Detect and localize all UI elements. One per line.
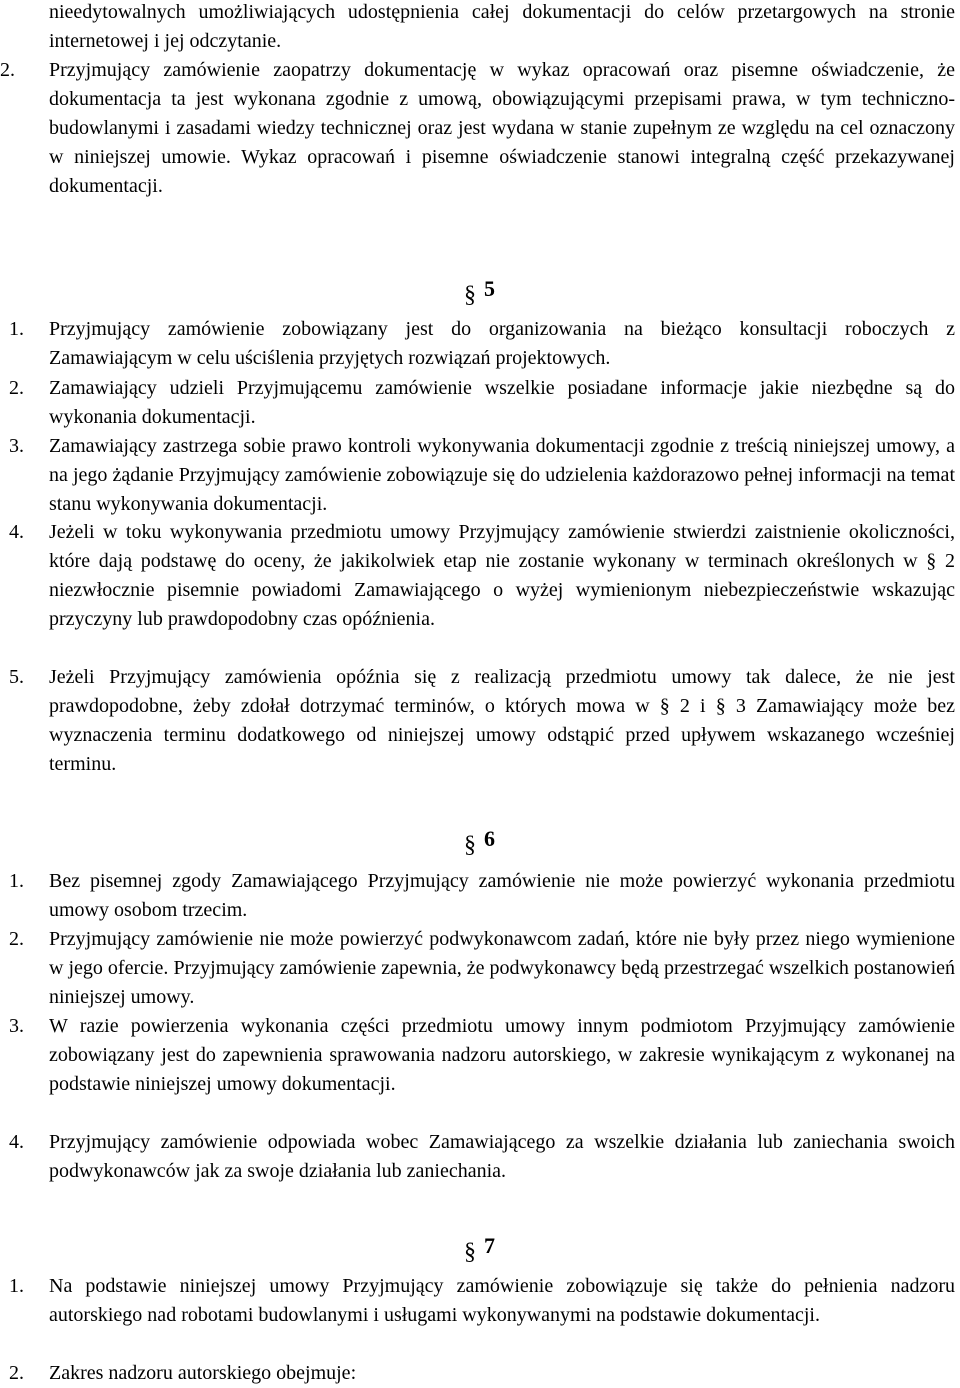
item-number: 2. <box>0 59 15 81</box>
paragraph-text: nieedytowalnych umożliwiających udostępnienia całej dokumentacji do celów przetargowych na stronie internetowej i jej odczytanie. <box>49 1 955 52</box>
paragraph-text: W razie powierzenia wykonania części przedmiotu umowy innym podmiotom Przyjmujący zamówienie zobowiązany jest do zapewnienia sprawowania nadzoru autorskiego, w zakresie wynikającym z wykonanej na podstawie niniejszej umowy dokumentacji. <box>49 1015 955 1095</box>
intro-continuation <box>0 0 960 56</box>
item-number: 4. <box>9 521 24 543</box>
item-number: 1. <box>9 318 24 340</box>
section-symbol: § <box>464 832 476 858</box>
paragraph-text: Jeżeli w toku wykonywania przedmiotu umowy Przyjmujący zamówienie stwierdzi zaistnienie okoliczności, które dają podstawę do oceny, że jakikolwiek etap nie zostanie wykonany w terminach określonych w § 2 niezwłocznie pisemnie powiadomi Zamawiającego o wyżej wymienionym niebezpieczeństwie wskazując przyczyny lub prawdopodobny czas opóźnienia. <box>49 521 955 630</box>
section-heading-5 <box>464 276 524 312</box>
section-heading-6 <box>464 826 524 862</box>
list-item <box>0 1128 960 1186</box>
paragraph-text: Przyjmujący zamówienie zaopatrzy dokumentację w wykaz opracowań oraz pisemne oświadczenie, że dokumentacja ta jest wykonana zgodnie z umową, obowiązującymi przepisami prawa, w tym techniczno-budowlanymi i zasadami wiedzy technicznej oraz jest wydana w stanie zupełnym ze względu na cel oznaczony w niniejszej umowie. Wykaz opracowań i pisemne oświadczenie stanowi integralną część przekazywanej dokumentacji. <box>49 59 955 197</box>
section-symbol: § <box>464 282 476 308</box>
paragraph-text: Jeżeli Przyjmujący zamówienia opóźnia się z realizacją przedmiotu umowy tak dalece, że nie jest prawdopodobne, żeby zdołał dotrzymać terminów, o których mowa w § 2 i § 3 Zamawiający może bez wyznaczenia terminu dodatkowego od niniejszej umowy odstąpić przed upływem wskazanego wcześniej terminu. <box>49 666 955 775</box>
list-item <box>0 925 960 1012</box>
item-number: 3. <box>9 1015 24 1037</box>
list-item <box>0 374 960 432</box>
item-number: 1. <box>9 1275 24 1297</box>
list-item <box>0 315 960 373</box>
section-number: 7 <box>484 1233 495 1258</box>
item-number: 1. <box>9 870 24 892</box>
section-symbol: § <box>464 1239 476 1265</box>
list-item <box>0 1012 960 1099</box>
list-item <box>0 518 960 634</box>
section-number: 5 <box>484 276 495 301</box>
item-number: 2. <box>9 1362 24 1384</box>
item-number: 3. <box>9 435 24 457</box>
paragraph-text: Zamawiający zastrzega sobie prawo kontroli wykonywania dokumentacji zgodnie z treścią niniejszej umowy, a na jego żądanie Przyjmujący zamówienie zobowiązuje się do udzielenia każdorazowo pełnej informacji na temat stanu wykonywania dokumentacji. <box>49 435 955 515</box>
item-number: 2. <box>9 928 24 950</box>
item-number: 5. <box>9 666 24 688</box>
paragraph-text: Zamawiający udzieli Przyjmującemu zamówienie wszelkie posiadane informacje jakie niezbędne są do wykonania dokumentacji. <box>49 377 955 428</box>
paragraph-text: Na podstawie niniejszej umowy Przyjmujący zamówienie zobowiązuje się także do pełnienia nadzoru autorskiego nad robotami budowlanymi i usługami wykonywanymi na podstawie dokumentacji. <box>49 1275 955 1326</box>
paragraph-text: Bez pisemnej zgody Zamawiającego Przyjmujący zamówienie nie może powierzyć wykonania przedmiotu umowy osobom trzecim. <box>49 870 955 921</box>
paragraph-text: Przyjmujący zamówienie odpowiada wobec Zamawiającego za wszelkie działania lub zaniechania swoich podwykonawców jak za swoje działania lub zaniechania. <box>49 1131 955 1182</box>
list-item <box>0 1272 960 1330</box>
list-item <box>0 1359 960 1388</box>
list-item <box>0 867 960 925</box>
section-heading-7 <box>464 1233 524 1269</box>
section-number: 6 <box>484 826 495 851</box>
paragraph-text: Przyjmujący zamówienie nie może powierzyć podwykonawcom zadań, które nie były przez niego wymienione w jego ofercie. Przyjmujący zamówienie zapewnia, że podwykonawcy będą przestrzegać wszelkich postanowień niniejszej umowy. <box>49 928 955 1008</box>
paragraph-text: Zakres nadzoru autorskiego obejmuje: <box>49 1362 357 1384</box>
intro-item-2 <box>0 56 960 201</box>
list-item <box>0 663 960 779</box>
item-number: 2. <box>9 377 24 399</box>
list-item <box>0 432 960 519</box>
item-number: 4. <box>9 1131 24 1153</box>
paragraph-text: Przyjmujący zamówienie zobowiązany jest do organizowania na bieżąco konsultacji roboczych z Zamawiającym w celu uściślenia przyjętych rozwiązań projektowych. <box>49 318 955 369</box>
